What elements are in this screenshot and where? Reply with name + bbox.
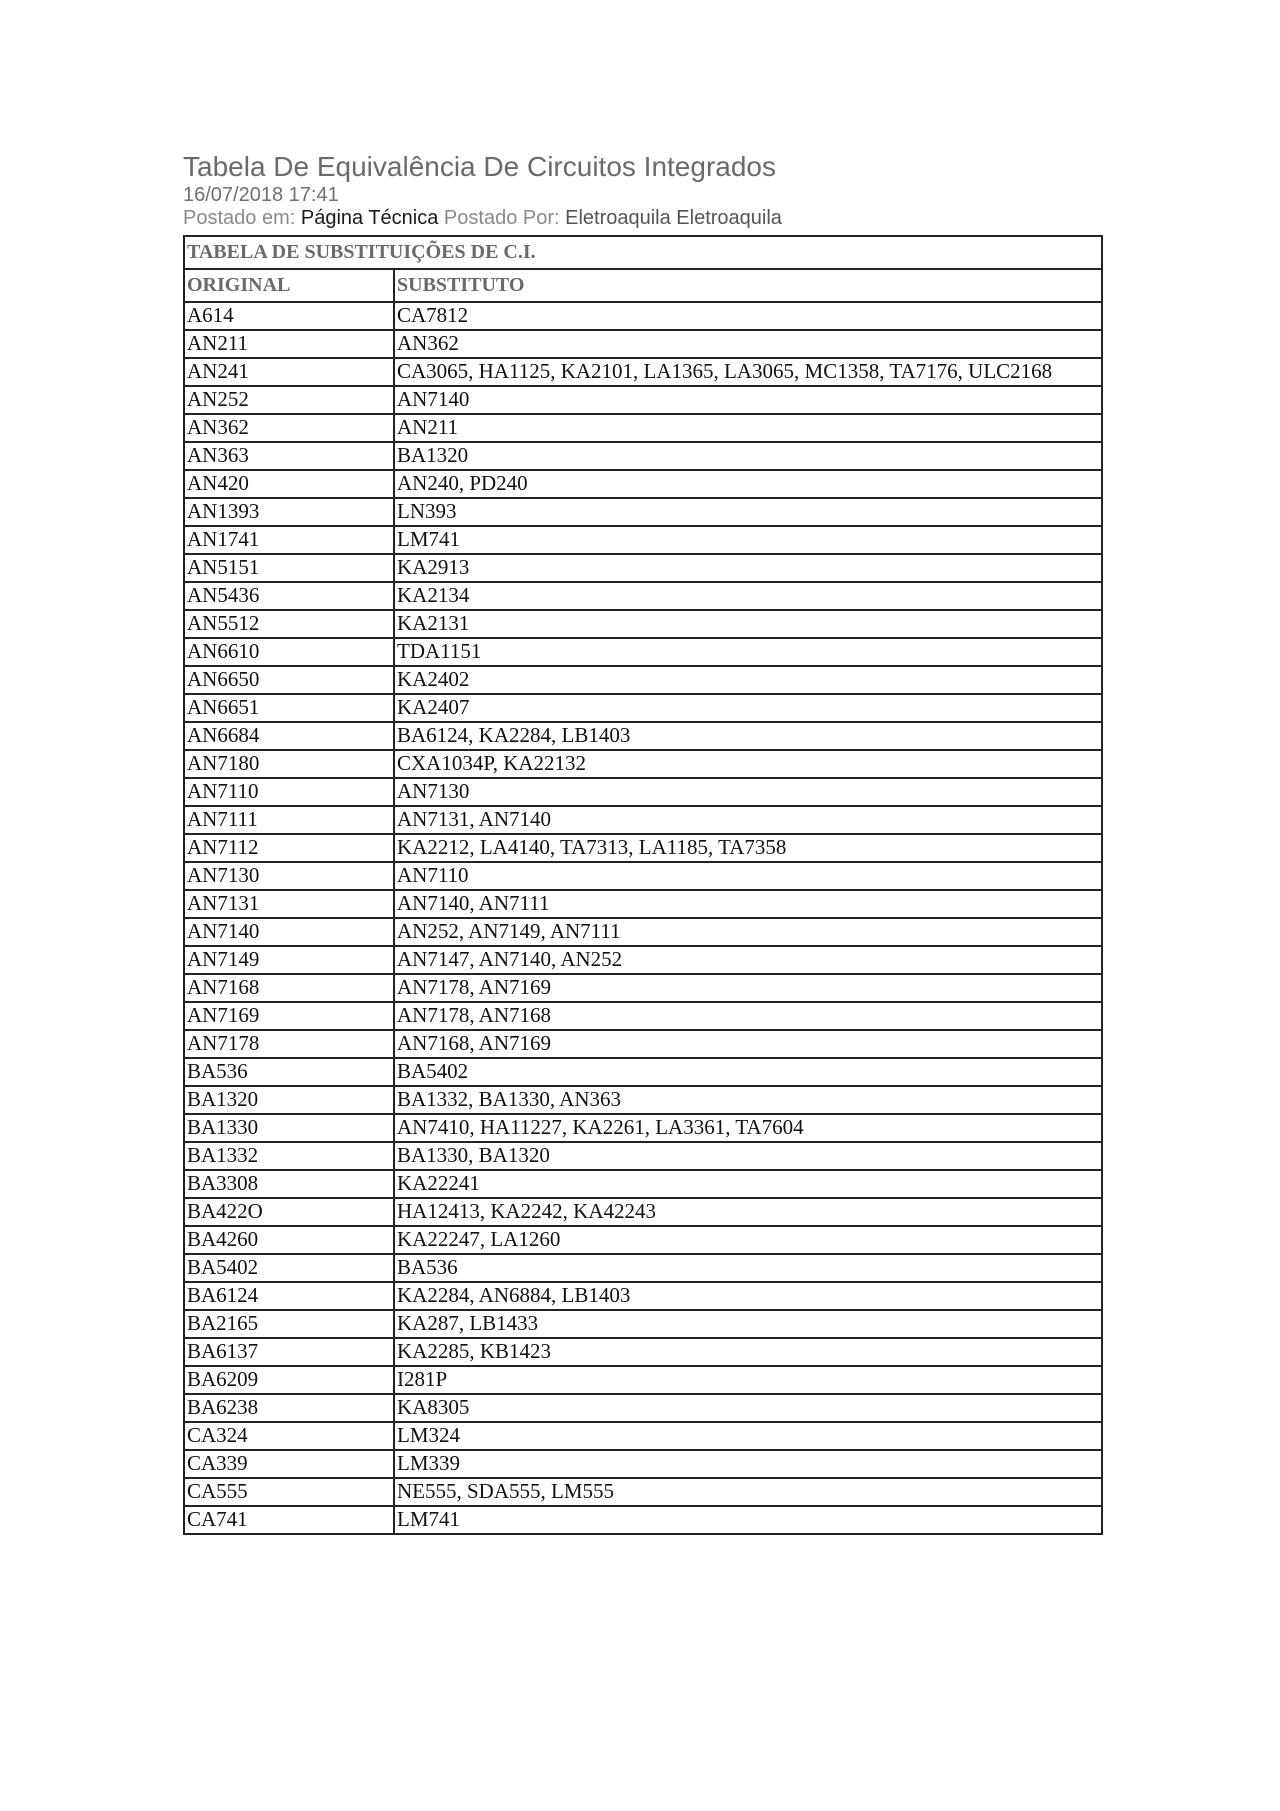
cell-substitute: TDA1151	[394, 638, 1102, 666]
cell-substitute: AN7410, HA11227, KA2261, LA3361, TA7604	[394, 1114, 1102, 1142]
cell-substitute: AN211	[394, 414, 1102, 442]
table-row	[184, 1170, 1102, 1198]
cell-original: AN7130	[184, 862, 394, 890]
table-row	[184, 1058, 1102, 1086]
cell-original: BA6209	[184, 1366, 394, 1394]
cell-original: AN1393	[184, 498, 394, 526]
table-caption-row	[184, 236, 1102, 269]
cell-substitute: AN240, PD240	[394, 470, 1102, 498]
cell-original: AN7149	[184, 946, 394, 974]
cell-original: BA1332	[184, 1142, 394, 1170]
table-row	[184, 1366, 1102, 1394]
table-row	[184, 554, 1102, 582]
cell-substitute: KA8305	[394, 1394, 1102, 1422]
table-header-row	[184, 269, 1102, 302]
table-row	[184, 386, 1102, 414]
cell-substitute: LM324	[394, 1422, 1102, 1450]
cell-original: AN7112	[184, 834, 394, 862]
cell-substitute: CA7812	[394, 302, 1102, 330]
cell-substitute: LM741	[394, 1506, 1102, 1534]
table-row	[184, 1282, 1102, 1310]
cell-substitute: AN362	[394, 330, 1102, 358]
cell-original: A614	[184, 302, 394, 330]
table-row	[184, 1422, 1102, 1450]
cell-substitute: KA2212, LA4140, TA7313, LA1185, TA7358	[394, 834, 1102, 862]
cell-original: AN7110	[184, 778, 394, 806]
cell-substitute: AN7140, AN7111	[394, 890, 1102, 918]
table-row	[184, 498, 1102, 526]
cell-original: AN5151	[184, 554, 394, 582]
cell-original: BA1330	[184, 1114, 394, 1142]
table-row	[184, 330, 1102, 358]
cell-original: AN7169	[184, 1002, 394, 1030]
document-page	[183, 150, 1103, 1535]
cell-original: BA3308	[184, 1170, 394, 1198]
cell-substitute: KA2134	[394, 582, 1102, 610]
table-row	[184, 1310, 1102, 1338]
cell-substitute: LN393	[394, 498, 1102, 526]
cell-original: AN7168	[184, 974, 394, 1002]
cell-substitute: BA6124, KA2284, LB1403	[394, 722, 1102, 750]
cell-substitute: AN7147, AN7140, AN252	[394, 946, 1102, 974]
cell-substitute: KA22247, LA1260	[394, 1226, 1102, 1254]
cell-substitute: AN7178, AN7169	[394, 974, 1102, 1002]
cell-original: AN1741	[184, 526, 394, 554]
cell-original: CA741	[184, 1506, 394, 1534]
cell-original: BA6238	[184, 1394, 394, 1422]
table-row	[184, 750, 1102, 778]
cell-original: AN6650	[184, 666, 394, 694]
cell-original: BA422O	[184, 1198, 394, 1226]
cell-substitute: KA2913	[394, 554, 1102, 582]
cell-original: CA324	[184, 1422, 394, 1450]
table-row	[184, 1198, 1102, 1226]
table-row	[184, 1338, 1102, 1366]
cell-substitute: BA536	[394, 1254, 1102, 1282]
table-row	[184, 358, 1102, 386]
cell-original: AN252	[184, 386, 394, 414]
table-row	[184, 666, 1102, 694]
table-row	[184, 638, 1102, 666]
table-row	[184, 414, 1102, 442]
table-row	[184, 778, 1102, 806]
cell-substitute: KA287, LB1433	[394, 1310, 1102, 1338]
cell-substitute: BA1332, BA1330, AN363	[394, 1086, 1102, 1114]
cell-substitute: BA5402	[394, 1058, 1102, 1086]
table-row	[184, 610, 1102, 638]
cell-substitute: KA2131	[394, 610, 1102, 638]
cell-original: AN7111	[184, 806, 394, 834]
table-row	[184, 1254, 1102, 1282]
cell-substitute: AN7178, AN7168	[394, 1002, 1102, 1030]
table-row	[184, 918, 1102, 946]
cell-substitute: HA12413, KA2242, KA42243	[394, 1198, 1102, 1226]
cell-original: BA6124	[184, 1282, 394, 1310]
table-row	[184, 722, 1102, 750]
cell-original: AN211	[184, 330, 394, 358]
table-row	[184, 694, 1102, 722]
cell-substitute: AN7168, AN7169	[394, 1030, 1102, 1058]
table-row	[184, 834, 1102, 862]
cell-original: AN7131	[184, 890, 394, 918]
cell-substitute: BA1320	[394, 442, 1102, 470]
cell-original: AN6610	[184, 638, 394, 666]
post-meta	[183, 206, 1103, 230]
cell-original: AN363	[184, 442, 394, 470]
table-row	[184, 1478, 1102, 1506]
cell-original: BA2165	[184, 1310, 394, 1338]
cell-original: AN420	[184, 470, 394, 498]
cell-original: AN7180	[184, 750, 394, 778]
cell-original: BA6137	[184, 1338, 394, 1366]
cell-substitute: KA22241	[394, 1170, 1102, 1198]
table-row	[184, 1226, 1102, 1254]
column-header-original: ORIGINAL	[184, 269, 394, 302]
table-row	[184, 1450, 1102, 1478]
cell-original: AN5436	[184, 582, 394, 610]
cell-original: AN6651	[184, 694, 394, 722]
table-row	[184, 526, 1102, 554]
table-caption: TABELA DE SUBSTITUIÇÕES DE C.I.	[184, 236, 1102, 269]
posted-in-label: Postado em:	[183, 206, 296, 229]
table-row	[184, 1030, 1102, 1058]
cell-original: CA339	[184, 1450, 394, 1478]
table-row	[184, 582, 1102, 610]
cell-original: CA555	[184, 1478, 394, 1506]
author-name: Eletroaquila Eletroaquila	[565, 206, 782, 229]
cell-original: AN6684	[184, 722, 394, 750]
table-row	[184, 1002, 1102, 1030]
cell-original: AN7178	[184, 1030, 394, 1058]
cell-original: AN241	[184, 358, 394, 386]
cell-original: AN362	[184, 414, 394, 442]
category-link[interactable]: Página Técnica	[300, 206, 439, 229]
table-row	[184, 470, 1102, 498]
cell-substitute: AN7130	[394, 778, 1102, 806]
table-row	[184, 442, 1102, 470]
cell-original: BA1320	[184, 1086, 394, 1114]
page-title: Tabela De Equivalência De Circuitos Integrados	[183, 151, 776, 182]
column-header-substitute: SUBSTITUTO	[394, 269, 1102, 302]
cell-substitute: AN7131, AN7140	[394, 806, 1102, 834]
cell-substitute: CA3065, HA1125, KA2101, LA1365, LA3065, MC1358, TA7176, ULC2168	[394, 358, 1102, 386]
cell-substitute: AN7110	[394, 862, 1102, 890]
cell-substitute: LM339	[394, 1450, 1102, 1478]
table-row	[184, 862, 1102, 890]
cell-original: BA536	[184, 1058, 394, 1086]
table-row	[184, 946, 1102, 974]
table-row	[184, 890, 1102, 918]
cell-substitute: AN252, AN7149, AN7111	[394, 918, 1102, 946]
table-row	[184, 806, 1102, 834]
cell-original: BA5402	[184, 1254, 394, 1282]
cell-original: AN5512	[184, 610, 394, 638]
cell-substitute: KA2402	[394, 666, 1102, 694]
cell-substitute: CXA1034P, KA22132	[394, 750, 1102, 778]
cell-substitute: I281P	[394, 1366, 1102, 1394]
cell-original: BA4260	[184, 1226, 394, 1254]
table-row	[184, 1394, 1102, 1422]
table-row	[184, 302, 1102, 330]
table-row	[184, 1506, 1102, 1534]
posted-by-label: Postado Por:	[443, 206, 560, 229]
cell-substitute: AN7140	[394, 386, 1102, 414]
cell-substitute: BA1330, BA1320	[394, 1142, 1102, 1170]
cell-substitute: NE555, SDA555, LM555	[394, 1478, 1102, 1506]
cell-original: AN7140	[184, 918, 394, 946]
substitution-table	[183, 235, 1103, 1535]
cell-substitute: KA2285, KB1423	[394, 1338, 1102, 1366]
table-row	[184, 1142, 1102, 1170]
post-datetime: 16/07/2018 17:41	[183, 183, 339, 206]
cell-substitute: KA2407	[394, 694, 1102, 722]
cell-substitute: LM741	[394, 526, 1102, 554]
table-row	[184, 1086, 1102, 1114]
table-row	[184, 1114, 1102, 1142]
cell-substitute: KA2284, AN6884, LB1403	[394, 1282, 1102, 1310]
table-row	[184, 974, 1102, 1002]
